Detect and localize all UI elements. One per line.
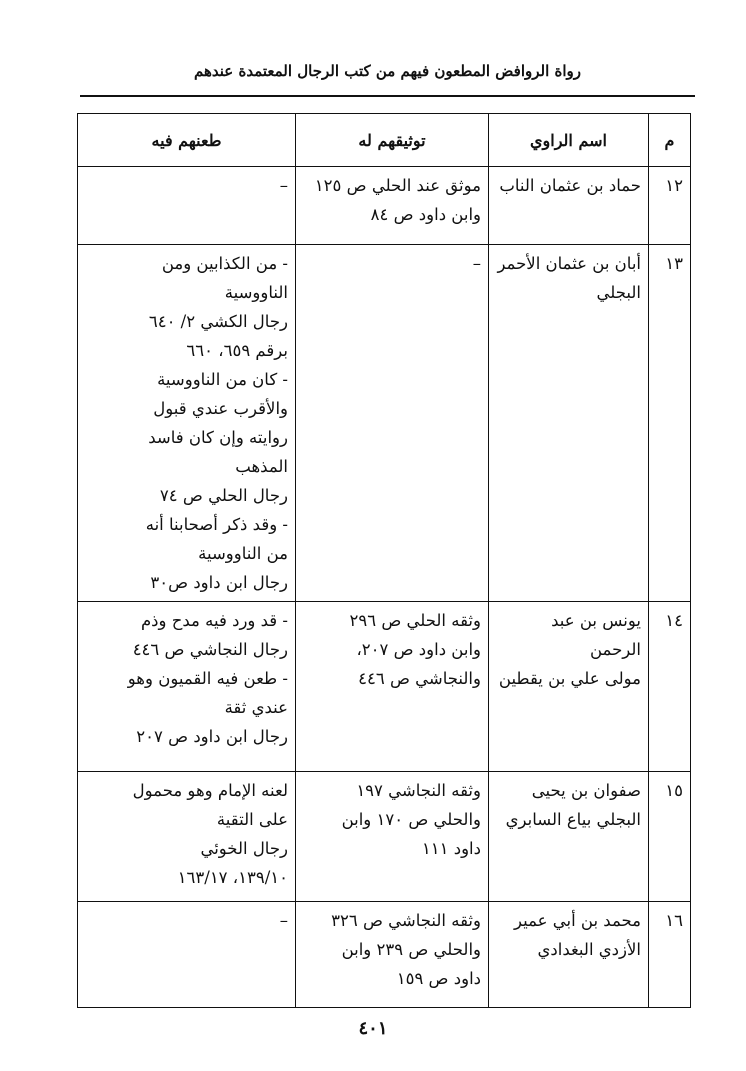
narrator-name-line: يونس بن عبد الرحمن (551, 611, 641, 659)
taan-line: - وقد ذكر أصحابنا أنه (145, 515, 288, 534)
table-row (78, 602, 691, 772)
taan-line: والأقرب عندي قبول (153, 399, 288, 418)
narrator-name-line: حماد بن عثمان الناب (499, 176, 641, 195)
col-header-tawthiq: توثيقهم له (296, 114, 489, 167)
tawthiq-cell (296, 602, 489, 772)
page-header-title: رواة الروافض المطعون فيهم من كتب الرجال المعتمدة عندهم (194, 62, 581, 80)
taan-cell (78, 602, 296, 772)
taan-line: رجال ابن داود ص٣٠ (150, 573, 288, 592)
taan-line: من الناووسية (198, 544, 288, 563)
taan-line: الناووسية (224, 283, 288, 302)
row-number: ١٥ (649, 772, 691, 902)
narrator-name-cell (489, 167, 649, 245)
narrator-name-cell (489, 245, 649, 602)
taan-line: المذهب (235, 457, 288, 476)
narrator-name-line: أبان بن عثمان الأحمر (497, 254, 641, 273)
taan-line: - قد ورد فيه مدح وذم (140, 611, 288, 630)
taan-line: برقم ٦٥٩، ٦٦٠ (186, 341, 288, 360)
table-row (78, 902, 691, 1008)
row-number: ١٦ (649, 902, 691, 1008)
tawthiq-line: وابن داود ص ٢٠٧، (356, 640, 481, 659)
tawthiq-line: والنجاشي ص ٤٤٦ (358, 669, 481, 688)
narrator-name-line: الأزدي البغدادي (537, 940, 641, 959)
tawthiq-cell (296, 245, 489, 602)
tawthiq-cell (296, 902, 489, 1008)
table-header-row (78, 114, 691, 167)
taan-line: رجال الحلي ص ٧٤ (159, 486, 288, 505)
taan-line: - كان من الناووسية (157, 370, 288, 389)
col-header-num: م (649, 114, 691, 167)
taan-line: لعنه الإمام وهو محمول (132, 781, 288, 800)
tawthiq-line: – (472, 254, 481, 273)
taan-line: على التقية (216, 810, 288, 829)
tawthiq-line: والحلي ص ١٧٠ وابن (341, 810, 481, 829)
table-row (78, 167, 691, 245)
table-row (78, 772, 691, 902)
taan-line: روايته وإن كان فاسد (148, 428, 288, 447)
taan-line: - من الكذابين ومن (161, 254, 288, 273)
taan-line: ١٣٩/١٠، ١٦٣/١٧ (177, 868, 288, 887)
taan-line: رجال الكشي ٢/ ٦٤٠ (148, 312, 288, 331)
tawthiq-line: وابن داود ص ٨٤ (370, 205, 481, 224)
narrator-name-cell (489, 602, 649, 772)
narrator-name-line: محمد بن أبي عمير (514, 911, 641, 930)
table-body (78, 167, 691, 1008)
tawthiq-line: وثقه النجاشي ص ٣٢٦ (331, 911, 481, 930)
tawthiq-cell (296, 772, 489, 902)
narrator-name-cell (489, 772, 649, 902)
narrator-name-line: صفوان بن يحيى (531, 781, 641, 800)
taan-line: رجال الخوئي (200, 839, 288, 858)
col-header-taan: طعنهم فيه (78, 114, 296, 167)
taan-cell (78, 772, 296, 902)
taan-cell (78, 902, 296, 1008)
tawthiq-line: والحلي ص ٢٣٩ وابن (341, 940, 481, 959)
col-header-name: اسم الراوي (489, 114, 649, 167)
narrator-name-line: البجلي (596, 283, 641, 302)
taan-cell (78, 245, 296, 602)
table-row (78, 245, 691, 602)
tawthiq-line: وثقه الحلي ص ٢٩٦ (349, 611, 481, 630)
tawthiq-line: داود ١١١ (421, 839, 481, 858)
row-number: ١٣ (649, 245, 691, 602)
narrators-table (77, 113, 691, 1008)
taan-line: – (279, 911, 288, 930)
tawthiq-line: داود ص ١٥٩ (396, 969, 481, 988)
narrator-name-cell (489, 902, 649, 1008)
narrator-name-line: البجلي بياع السابري (505, 810, 641, 829)
taan-line: عندي ثقة (224, 698, 288, 717)
taan-line: رجال النجاشي ص ٤٤٦ (132, 640, 288, 659)
taan-line: – (279, 176, 288, 195)
row-number: ١٢ (649, 167, 691, 245)
taan-line: - طعن فيه القميون وهو (127, 669, 288, 688)
tawthiq-cell (296, 167, 489, 245)
taan-line: رجال ابن داود ص ٢٠٧ (136, 727, 288, 746)
narrator-name-line: مولى علي بن يقطين (498, 669, 641, 688)
page-number: ٤٠١ (358, 1018, 388, 1039)
header-rule (80, 95, 695, 97)
tawthiq-line: موثق عند الحلي ص ١٢٥ (314, 176, 481, 195)
row-number: ١٤ (649, 602, 691, 772)
taan-cell (78, 167, 296, 245)
tawthiq-line: وثقه النجاشي ١٩٧ (356, 781, 481, 800)
